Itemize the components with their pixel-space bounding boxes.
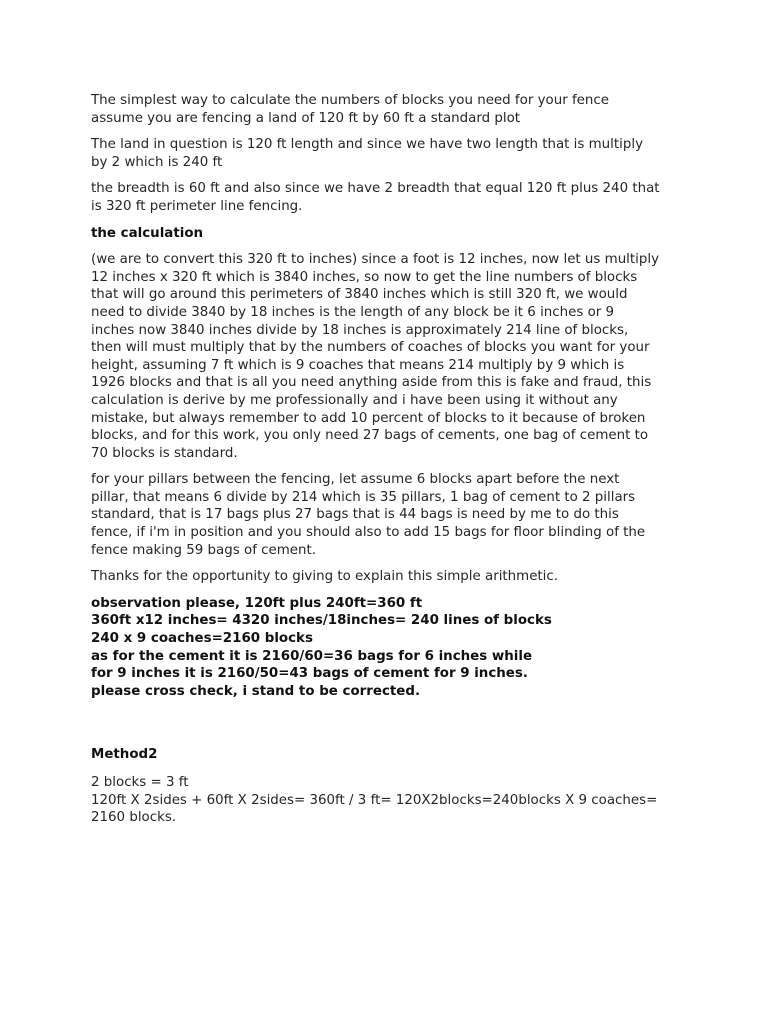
section-spacer <box>91 700 691 746</box>
method2-body: 2 blocks = 3 ft 120ft X 2sides + 60ft X 2sides= 360ft / 3 ft= 120X2blocks=240blocks X 9 coaches= 2160 blocks. <box>91 775 658 826</box>
pillars-paragraph: for your pillars between the fencing, let assume 6 blocks apart before the next pillar, that means 6 divide by 214 which is 35 pillars, 1 bag of cement to 2 pillars standard, that is 17 bags plus 27 bags that is 44 bags is need by me to do this fence, if i'm in position and you should also to add 15 bags for floor blinding of the fence making 59 bags of cement. <box>91 472 646 558</box>
observation-block: observation please, 120ft plus 240ft=360 ft 360ft x12 inches= 4320 inches/18inches= 240 lines of blocks 240 x 9 coaches=2160 blocks as for the cement it is 2160/60=36 bags for 6 inches while for 9 inches it is 2160/50=43 bags of cement for 9 inches. please cross check, i stand to be corrected. <box>91 595 552 699</box>
intro-paragraph: The simplest way to calculate the numbers of blocks you need for your fence assume you are fencing a land of 120 ft by 60 ft a standard plot <box>91 93 609 126</box>
calculation-heading: the calculation <box>91 225 204 241</box>
document-page <box>91 92 691 827</box>
length-paragraph: The land in question is 120 ft length and since we have two length that is multiply by 2 which is 240 ft <box>91 137 644 170</box>
breadth-paragraph: the breadth is 60 ft and also since we have 2 breadth that equal 120 ft plus 240 that is 320 ft perimeter line fencing. <box>91 181 660 214</box>
thanks-paragraph: Thanks for the opportunity to giving to explain this simple arithmetic. <box>91 569 559 585</box>
calculation-paragraph: (we are to convert this 320 ft to inches) since a foot is 12 inches, now let us multiply 12 inches x 320 ft which is 3840 inches, so now to get the line numbers of blocks that will go around this perimeters of 3840 inches which is still 320 ft, we would need to divide 3840 by 18 inches is the length of any block be it 6 inches or 9 inches now 3840 inches divide by 18 inches is approximately 214 line of blocks, then will must multiply that by the numbers of coaches of blocks you want for your height, assuming 7 ft which is 9 coaches that means 214 multiply by 9 which is 1926 blocks and that is all you need anything aside from this is fake and fraud, this calculation is derive by me professionally and i have been using it without any mistake, but always remember to add 10 percent of blocks to it because of broken blocks, and for this work, you only need 27 bags of cements, one bag of cement to 70 blocks is standard. <box>91 252 660 461</box>
method2-heading: Method2 <box>91 747 158 763</box>
